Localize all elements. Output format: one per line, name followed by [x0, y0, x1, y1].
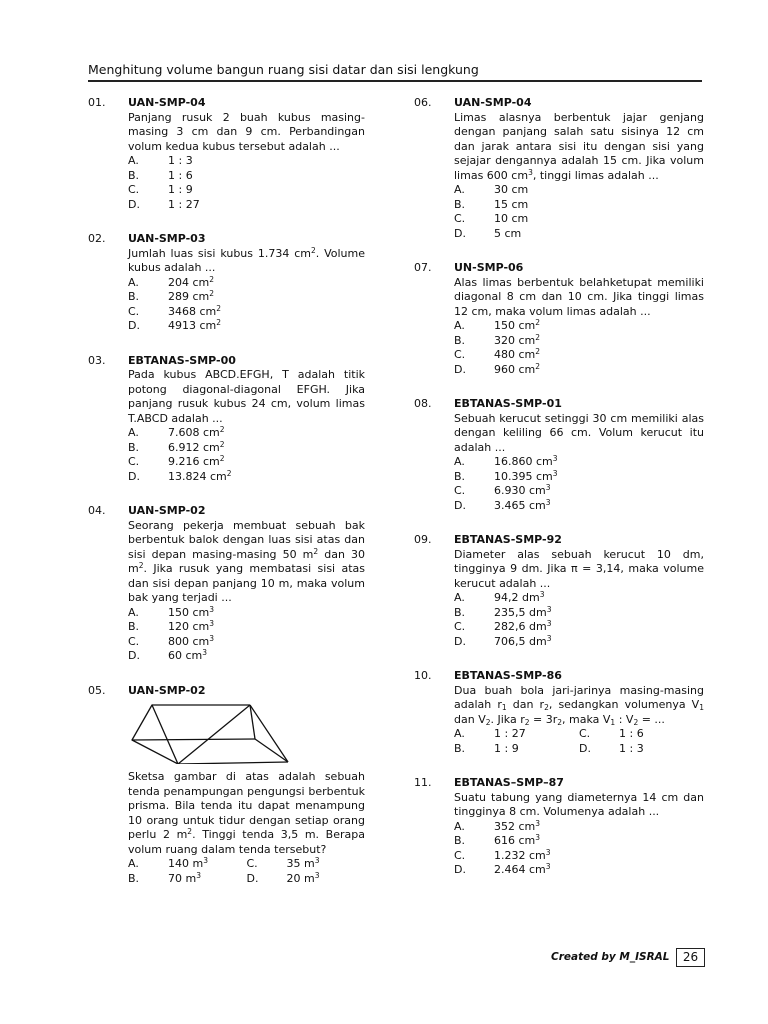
- question-source: EBTANAS-SMP-92: [454, 533, 562, 546]
- answer-option[interactable]: [128, 198, 365, 213]
- option-letter: B.: [128, 871, 140, 885]
- question-stem: Dua buah bola jari-jarinya masing-masing adalah $r_1$ dan $r_2$, sedangkan volumenya $V_1$ dan $V_2$. Jika $r_2 = 3r_2$, maka $V_1$ : $V_2$ = ...: [454, 683, 704, 727]
- answer-option[interactable]: [128, 635, 365, 650]
- answer-option[interactable]: [128, 649, 365, 664]
- answer-option[interactable]: [454, 820, 704, 835]
- question-07: [414, 261, 704, 377]
- option-letter: D.: [246, 871, 259, 885]
- option-text: 150 $cm^2$: [494, 318, 541, 332]
- option-text: 289 $cm^2$: [168, 289, 215, 303]
- option-text: 60 $cm^3$: [168, 648, 208, 662]
- question-11: [414, 776, 704, 878]
- option-text: 1 : 27: [494, 727, 526, 740]
- option-text: 15 cm: [494, 197, 529, 211]
- answer-option[interactable]: [128, 276, 365, 291]
- option-letter: B.: [454, 333, 466, 347]
- question-number: 06.: [414, 96, 432, 109]
- option-text: 70 $m^3$: [168, 870, 201, 885]
- question-02: [88, 232, 365, 334]
- option-letter: D.: [454, 634, 466, 648]
- answer-option[interactable]: [128, 470, 365, 485]
- option-text: 20 $m^3$: [286, 870, 320, 885]
- option-letter: A.: [128, 275, 139, 289]
- answer-option[interactable]: [454, 334, 704, 349]
- question-stem: Diameter alas sebuah kerucut 10 dm, tingginya 9 dm. Jika π = 3,14, maka volume kerucut adalah ...: [454, 547, 704, 590]
- question-stem: Pada kubus ABCD.EFGH, T adalah titik potong diagonal-diagonal EFGH. Jika panjang rusuk kubus 24 cm, volum limas T.ABCD adalah ...: [128, 368, 365, 425]
- answer-option[interactable]: [454, 620, 704, 635]
- option-letter: A.: [454, 727, 465, 740]
- question-03: [88, 354, 365, 485]
- option-text: 3468 $cm^2$: [168, 303, 222, 318]
- option-text: 140 $m^3$: [168, 856, 208, 870]
- answer-option[interactable]: [247, 857, 366, 872]
- option-letter: D.: [454, 498, 466, 512]
- option-letter: B.: [454, 741, 466, 755]
- option-text: 282,6 $dm^3$: [494, 619, 552, 633]
- question-04: [88, 504, 365, 664]
- answer-options: [454, 183, 704, 241]
- answer-option[interactable]: [454, 212, 704, 227]
- option-text: 706,5 $dm^3$: [494, 633, 552, 648]
- option-letter: A.: [454, 455, 465, 468]
- answer-options: [454, 455, 704, 513]
- option-text: 1 : 27: [168, 197, 200, 211]
- answer-option[interactable]: [454, 319, 704, 334]
- question-number: 02.: [88, 232, 106, 245]
- option-letter: D.: [454, 863, 466, 876]
- answer-option[interactable]: [454, 499, 704, 514]
- answer-options: [454, 591, 704, 649]
- option-text: 800 $cm^3$: [168, 633, 215, 648]
- question-source: UAN-SMP-04: [454, 96, 532, 109]
- question-stem: Panjang rusuk 2 buah kubus masing-masing 3 cm dan 9 cm. Perbandingan volum kedua kubus tersebut adalah ...: [128, 110, 365, 153]
- option-letter: B.: [454, 469, 466, 483]
- option-letter: C.: [128, 183, 140, 196]
- footer-credit: Created by M_ISRAL: [551, 951, 670, 963]
- option-letter: C.: [454, 348, 466, 361]
- question-source: UAN-SMP-03: [128, 232, 206, 245]
- option-text: 6.912 $cm^2$: [168, 439, 225, 454]
- question-source: EBTANAS–SMP–87: [454, 776, 564, 789]
- option-text: 2.464 $cm^3$: [494, 862, 551, 876]
- option-text: 960 $cm^2$: [494, 361, 541, 376]
- option-text: 30 cm: [494, 183, 529, 196]
- option-text: 1 : 3: [168, 154, 193, 167]
- option-text: 150 $cm^3$: [168, 604, 215, 619]
- option-letter: C.: [454, 848, 466, 862]
- answer-option[interactable]: [454, 606, 704, 621]
- option-text: 1 : 9: [168, 183, 193, 196]
- question-stem: Jumlah luas sisi kubus 1.734 $cm^2$. Volume kubus adalah ...: [128, 245, 366, 274]
- question-source: UAN-SMP-02: [128, 504, 206, 517]
- answer-option[interactable]: [128, 426, 365, 441]
- answer-option[interactable]: [454, 635, 704, 650]
- option-text: 7.608 $cm^2$: [168, 425, 225, 439]
- option-letter: D.: [128, 649, 140, 662]
- column-right: [414, 96, 704, 878]
- answer-option[interactable]: [454, 484, 704, 499]
- option-letter: D.: [579, 741, 591, 755]
- option-letter: C.: [128, 304, 140, 318]
- option-letter: A.: [128, 154, 139, 167]
- answer-option[interactable]: [128, 169, 365, 184]
- option-letter: C.: [128, 634, 140, 648]
- answer-option[interactable]: [454, 183, 704, 198]
- answer-options: [454, 820, 704, 878]
- answer-option[interactable]: [128, 319, 365, 334]
- option-text: 480 $cm^2$: [494, 347, 541, 361]
- question-number: 01.: [88, 96, 106, 109]
- option-letter: D.: [128, 197, 140, 211]
- option-letter: D.: [454, 226, 466, 240]
- answer-option[interactable]: [128, 183, 365, 198]
- option-text: 94,2 $dm^3$: [494, 590, 545, 604]
- option-letter: A.: [128, 426, 139, 439]
- question-06: [414, 96, 704, 241]
- page-header: Menghitung volume bangun ruang sisi datar dan sisi lengkung: [88, 62, 702, 82]
- question-stem: Seorang pekerja membuat sebuah bak berbentuk balok dengan luas sisi atas dan sisi depan masing-masing 50 $m^2$ dan 30 $m^2$. Jika rusuk yang membatasi sisi atas dan sisi depan panjang 10 m, maka volum bak yang terjadi ...: [128, 518, 365, 604]
- answer-option[interactable]: [454, 742, 579, 757]
- answer-option[interactable]: [454, 348, 704, 363]
- answer-options: [128, 154, 365, 212]
- question-number: 04.: [88, 504, 106, 517]
- option-letter: B.: [128, 168, 140, 182]
- option-letter: B.: [128, 290, 140, 303]
- question-number: 07.: [414, 261, 432, 274]
- option-text: 320 $cm^2$: [494, 332, 541, 347]
- answer-option[interactable]: [128, 455, 365, 470]
- answer-option[interactable]: [247, 872, 366, 887]
- answer-option[interactable]: [454, 727, 579, 742]
- option-text: 6.930 $cm^3$: [494, 483, 551, 497]
- option-text: 204 $cm^2$: [168, 274, 215, 289]
- question-05: [88, 684, 365, 887]
- option-letter: C.: [454, 620, 466, 633]
- question-stem: Limas alasnya berbentuk jajar genjang dengan panjang salah satu sisinya 12 cm dan jarak antara sisi itu dengan sisi yang sejajar dengannya adalah 15 cm. Jika volum limas 600 $cm^3$, tinggi limas adalah ...: [454, 110, 704, 182]
- prism-tent-figure: [130, 702, 290, 764]
- answer-option[interactable]: [579, 742, 704, 757]
- option-letter: A.: [454, 591, 465, 604]
- option-text: 10.395 $cm^3$: [494, 468, 558, 483]
- answer-option[interactable]: [454, 863, 704, 878]
- question-stem: Sebuah kerucut setinggi 30 cm memiliki alas dengan keliling 66 cm. Volum kerucut itu adalah ...: [454, 411, 704, 454]
- question-09: [414, 533, 704, 649]
- answer-option[interactable]: [128, 290, 365, 305]
- option-letter: A.: [454, 183, 465, 196]
- option-text: 235,5 $dm^3$: [494, 604, 552, 619]
- question-stem: Sketsa gambar di atas adalah sebuah tenda penampungan pengungsi berbentuk prisma. Bila tenda itu dapat menampung 10 orang untuk tidur dengan setiap orang perlu 2 $m^2$. Tinggi tenda 3,5 m. Berapa volum ruang dalam tenda tersebut?: [128, 770, 365, 856]
- answer-option[interactable]: [128, 620, 365, 635]
- option-letter: D.: [128, 319, 140, 332]
- option-letter: B.: [454, 197, 466, 211]
- option-letter: A.: [454, 819, 465, 833]
- answer-option[interactable]: [454, 834, 704, 849]
- option-letter: B.: [454, 605, 466, 619]
- option-letter: A.: [128, 605, 139, 619]
- answer-options: [128, 276, 365, 334]
- option-letter: B.: [454, 834, 466, 847]
- answer-option[interactable]: [454, 470, 704, 485]
- question-08: [414, 397, 704, 513]
- page-number: 26: [676, 948, 705, 967]
- option-text: 1 : 6: [619, 727, 644, 740]
- answer-option[interactable]: [454, 455, 704, 470]
- option-text: 4913 $cm^2$: [168, 318, 222, 332]
- option-letter: B.: [128, 440, 140, 454]
- option-text: 16.860 $cm^3$: [494, 454, 558, 468]
- question-source: UN-SMP-06: [454, 261, 524, 274]
- option-letter: A.: [454, 319, 465, 332]
- question-number: 08.: [414, 397, 432, 410]
- option-text: 1.232 $cm^3$: [494, 847, 551, 862]
- option-text: 1 : 9: [494, 741, 519, 755]
- option-letter: B.: [128, 620, 140, 633]
- option-text: 9.216 $cm^2$: [168, 454, 225, 468]
- question-10: [414, 669, 704, 756]
- question-source: EBTANAS-SMP-86: [454, 669, 562, 682]
- answer-option[interactable]: [454, 849, 704, 864]
- option-text: 13.824 $cm^2$: [168, 468, 232, 483]
- column-left: [88, 96, 365, 886]
- question-number: 05.: [88, 683, 106, 697]
- option-text: 1 : 6: [168, 168, 193, 182]
- option-letter: C.: [128, 455, 140, 468]
- option-text: 352 $cm^3$: [494, 818, 541, 833]
- option-letter: C.: [454, 212, 466, 225]
- question-source: EBTANAS-SMP-01: [454, 397, 562, 410]
- question-number: 09.: [414, 533, 432, 546]
- option-text: 35 $m^3$: [286, 856, 320, 870]
- option-letter: A.: [128, 857, 139, 870]
- question-stem: Alas limas berbentuk belahketupat memiliki diagonal 8 cm dan 10 cm. Jika tinggi limas 12 cm, maka volum limas adalah ...: [454, 275, 704, 318]
- answer-option[interactable]: [128, 305, 365, 320]
- question-source: EBTANAS-SMP-00: [128, 353, 236, 367]
- answer-option[interactable]: [454, 591, 704, 606]
- answer-options: [128, 426, 365, 484]
- question-stem: Suatu tabung yang diameternya 14 cm dan tingginya 8 cm. Volumenya adalah ...: [454, 790, 704, 818]
- option-letter: D.: [454, 362, 466, 376]
- answer-option[interactable]: [128, 872, 247, 887]
- option-text: 5 cm: [494, 226, 522, 240]
- answer-option[interactable]: [454, 198, 704, 213]
- option-letter: C.: [246, 857, 258, 870]
- option-letter: C.: [454, 484, 466, 497]
- answer-option[interactable]: [454, 227, 704, 242]
- answer-option[interactable]: [454, 363, 704, 378]
- answer-options: [128, 857, 365, 886]
- question-source: UAN-SMP-04: [128, 96, 206, 109]
- question-number: 10.: [414, 669, 432, 682]
- answer-options: [128, 606, 365, 664]
- question-number: 11.: [414, 776, 432, 789]
- option-text: 616 $cm^3$: [494, 833, 541, 847]
- answer-option[interactable]: [128, 441, 365, 456]
- option-letter: D.: [128, 469, 140, 483]
- option-text: 3.465 $cm^3$: [494, 497, 551, 512]
- answer-option[interactable]: [128, 857, 247, 872]
- option-text: 10 cm: [494, 212, 529, 225]
- question-number: 03.: [88, 353, 106, 367]
- option-text: 120 $cm^3$: [168, 619, 215, 633]
- answer-option[interactable]: [128, 154, 365, 169]
- answer-option[interactable]: [128, 606, 365, 621]
- option-text: 1 : 3: [619, 741, 644, 755]
- answer-options: [454, 727, 704, 756]
- answer-option[interactable]: [579, 727, 704, 742]
- question-source: UAN-SMP-02: [128, 683, 206, 697]
- option-letter: C.: [579, 727, 591, 740]
- question-01: [88, 96, 365, 212]
- answer-options: [454, 319, 704, 377]
